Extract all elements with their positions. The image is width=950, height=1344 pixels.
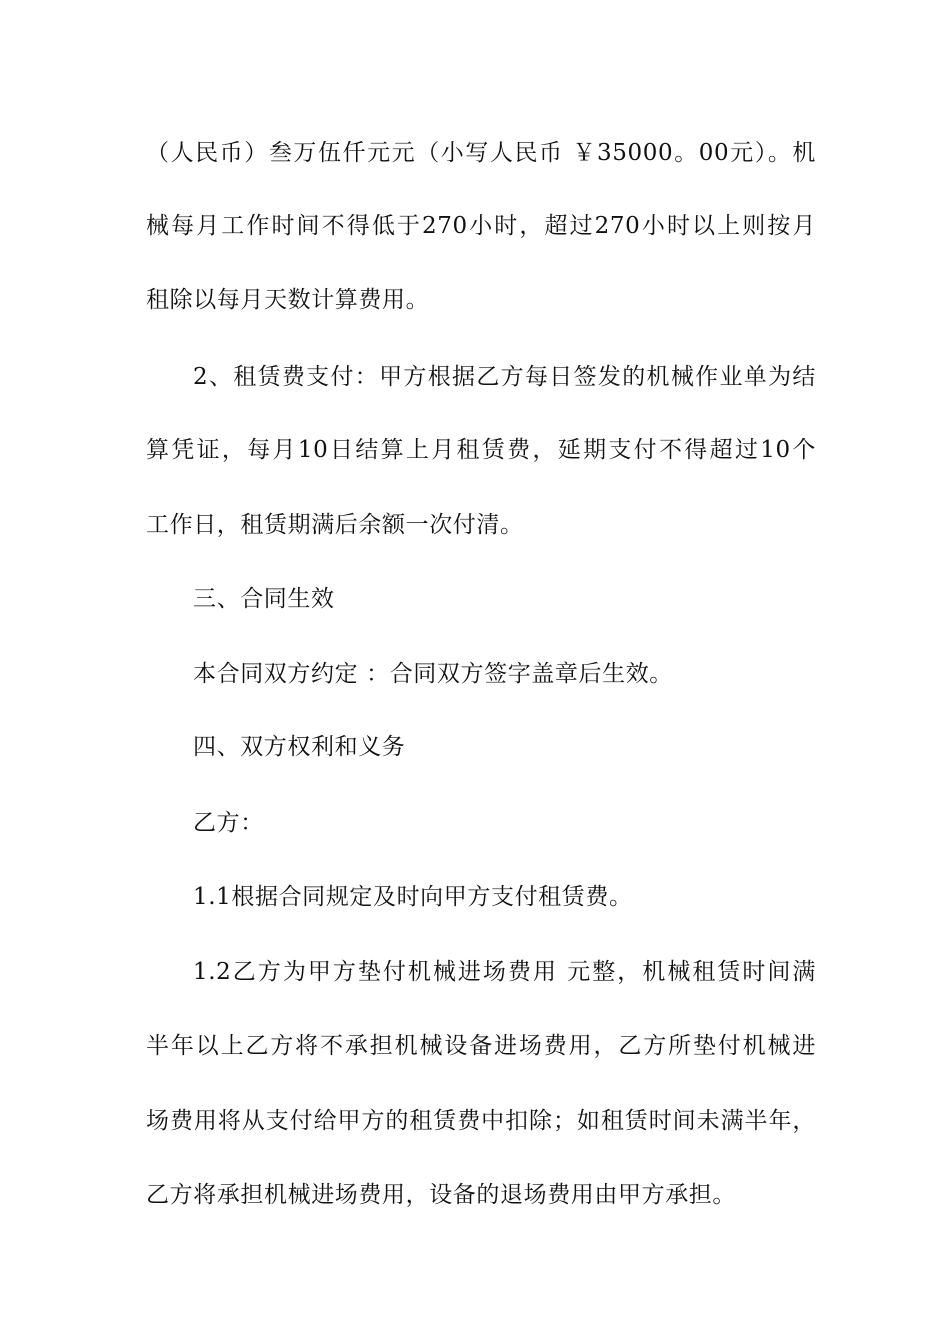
clause-1-2-line-4: 乙方将承担机械进场费用，设备的退场费用由甲方承担。	[146, 1182, 736, 1208]
paragraph-line-8: 本合同双方约定 ：合同双方签字盖章后生效。	[193, 661, 673, 687]
section-heading-rights-obligations: 四、双方权利和义务	[193, 734, 406, 760]
clause-1-1: 1.1根据合同规定及时向甲方支付租赁费。	[193, 884, 633, 910]
paragraph-line-5: 算凭证，每月10日结算上月租赁费，延期支付不得超过10个	[146, 437, 816, 463]
paragraph-line-1: （人民币）叁万伍仟元元（小写人民币 ￥35000。00元）。机	[146, 140, 816, 166]
clause-1-2-line-2: 半年以上乙方将不承担机械设备进场费用，乙方所垫付机械进	[146, 1033, 816, 1059]
section-heading-contract-effect: 三、合同生效	[193, 586, 335, 612]
paragraph-line-2: 械每月工作时间不得低于270小时，超过270小时以上则按月	[146, 213, 816, 239]
paragraph-line-4: 2、租赁费支付：甲方根据乙方每日签发的机械作业单为结	[193, 364, 816, 390]
paragraph-line-3: 租除以每月天数计算费用。	[146, 287, 430, 313]
party-b-label: 乙方：	[193, 810, 264, 836]
clause-1-2-line-1: 1.2乙方为甲方垫付机械进场费用 元整，机械租赁时间满	[193, 959, 816, 985]
paragraph-line-6: 工作日，租赁期满后余额一次付清。	[146, 512, 524, 538]
clause-1-2-line-3: 场费用将从支付给甲方的租赁费中扣除；如租赁时间未满半年，	[146, 1108, 816, 1134]
